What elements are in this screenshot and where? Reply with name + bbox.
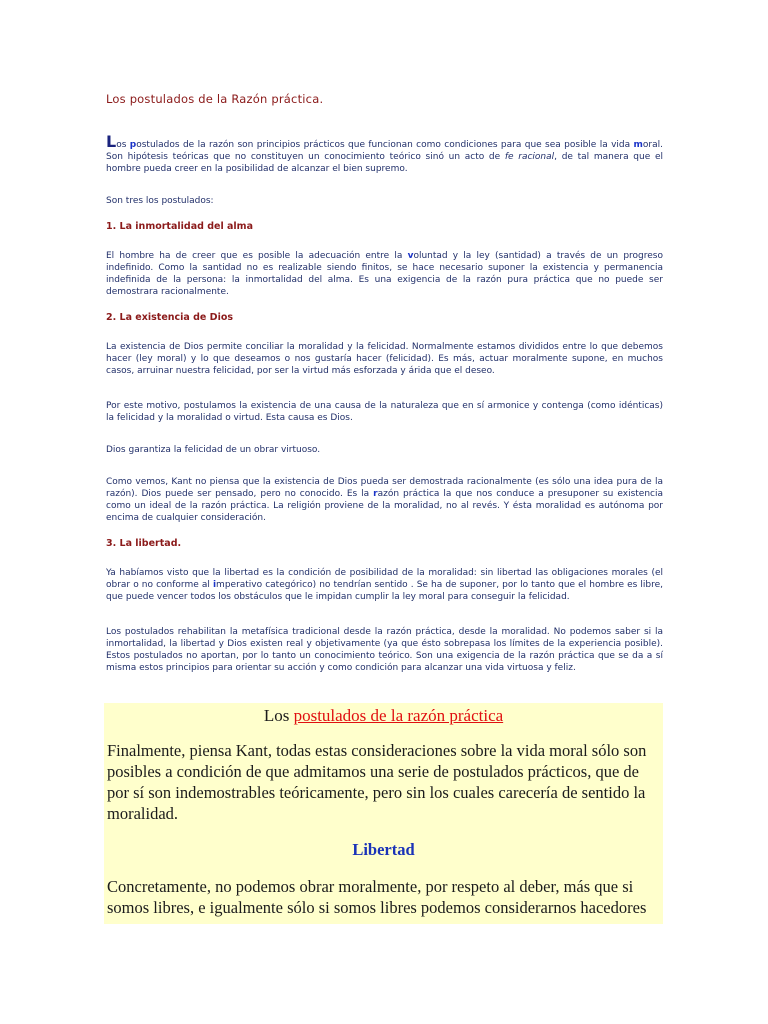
dios-paragraph-1: La existencia de Dios permite conciliar la moralidad y la felicidad. Normalmente estamos divididos entre lo que debemos hacer (ley moral) y lo que deseamos o nos gustaría hacer (felicidad). Es más, actuar moralmente supone, en muchos casos, arruinar nuestra felicidad, por ser la virtud más esforzada y árida que el deseo. bbox=[106, 342, 663, 376]
drop-cap: L bbox=[106, 132, 117, 151]
page-title: Los postulados de la Razón práctica. bbox=[106, 92, 324, 106]
dios-paragraph-4 bbox=[106, 476, 663, 524]
box-title-prefix: Los bbox=[263, 706, 294, 725]
alma-text-1: El hombre ha de creer que es posible la adecuación entre la bbox=[106, 251, 408, 261]
alma-text-2: oluntad y la ley (santidad) a través de un progreso indefinido. Como la santidad no es realizable siendo finitos, se hace necesario suponer la existencia y permanencia indefinida de la persona: la inmortalidad del alma. Es una exigencia de la razón pura práctica que no puede ser demostrara racionalmente. bbox=[106, 251, 663, 297]
dios-paragraph-2: Por este motivo, postulamos la existencia de una causa de la naturaleza que en sí armonice y contenga (como idénticas) la felicidad y la moralidad o virtud. Esta causa es Dios. bbox=[106, 401, 663, 423]
highlight-box bbox=[104, 703, 663, 924]
alma-highlight: v bbox=[407, 251, 414, 261]
intro-text-4: , de tal manera que el hombre pueda creer en la posibilidad de alcanzar el bien supremo. bbox=[106, 152, 663, 174]
intro-highlight-2: m bbox=[633, 140, 643, 150]
heading-inmortalidad: 1. La inmortalidad del alma bbox=[106, 221, 253, 232]
intro-italic: fe racional bbox=[504, 152, 555, 162]
intro-text-1: os bbox=[116, 140, 130, 150]
intro-text-3: oral. Son hipótesis teóricas que no constituyen un conocimiento teórico sinó un acto de bbox=[106, 140, 663, 162]
dios-text-2: azón práctica la que nos conduce a presuponer su existencia como un ideal de la razón práctica. La religión proviene de la moralidad, no al revés. Y ésta moralidad es autónoma por encima de cualquier consideración. bbox=[106, 489, 663, 523]
dios-text-1: Como vemos, Kant no piensa que la existencia de Dios pueda ser demostrada racionalmente (es sólo una idea pura de la razón). Dios puede ser pensado, pero no conocido. Es la bbox=[106, 477, 663, 499]
box-subtitle: Libertad bbox=[352, 840, 415, 859]
intro-text-2: ostulados de la razón son principios prácticos que funcionan como condiciones para que sea posible la vida bbox=[136, 140, 634, 150]
dios-highlight: r bbox=[373, 489, 378, 499]
dios-paragraph-3: Dios garantiza la felicidad de un obrar virtuoso. bbox=[106, 445, 321, 455]
box-title bbox=[104, 706, 663, 728]
heading-existencia-dios: 2. La existencia de Dios bbox=[106, 312, 234, 323]
libertad-paragraph bbox=[106, 567, 663, 603]
libertad-highlight: i bbox=[212, 580, 217, 590]
intro-paragraph bbox=[106, 132, 663, 175]
box-paragraph-1: Finalmente, piensa Kant, todas estas consideraciones sobre la vida moral sólo son posibles a condición de que admitamos una serie de postulados prácticos, que de por sí son indemostrables teóricamente, pero sin los cuales carecería de sentido la moralidad. bbox=[107, 741, 647, 823]
libertad-text-1: Ya habíamos visto que la libertad es la condición de posibilidad de la moralidad: sin libertad las obligaciones morales (el obrar o no conforme al bbox=[106, 568, 663, 590]
heading-libertad: 3. La libertad. bbox=[106, 538, 182, 549]
libertad-text-2: mperativo categórico) no tendrían sentido . Se ha de suponer, por lo tanto que el hombre es libre, que puede vencer todos los obstáculos que le impidan cumplir la ley moral para conseguir la felicidad. bbox=[106, 580, 663, 602]
tres-postulados: Son tres los postulados: bbox=[106, 196, 214, 206]
intro-highlight-1: p bbox=[129, 140, 137, 150]
alma-paragraph bbox=[106, 250, 663, 298]
postulados-paragraph: Los postulados rehabilitan la metafísica tradicional desde la razón práctica, desde la moralidad. No podemos saber si la inmortalidad, la libertad y Dios existen real y objetivamente (ya que ésto sobrepasa los límites de la experiencia posible). Estos postulados no aportan, por lo tanto un conocimiento teórico. Son una exigencia de la razón práctica que se da a sí misma estos principios para orientar su acción y como condición para alcanzar una vida virtuosa y feliz. bbox=[106, 627, 663, 673]
postulados-link[interactable]: postulados de la razón práctica bbox=[293, 706, 504, 725]
box-paragraph-2: Concretamente, no podemos obrar moralmente, por respeto al deber, más que si somos libres, e igualmente sólo si somos libres podemos considerarnos hacedores bbox=[107, 877, 647, 917]
article-body bbox=[106, 92, 663, 674]
